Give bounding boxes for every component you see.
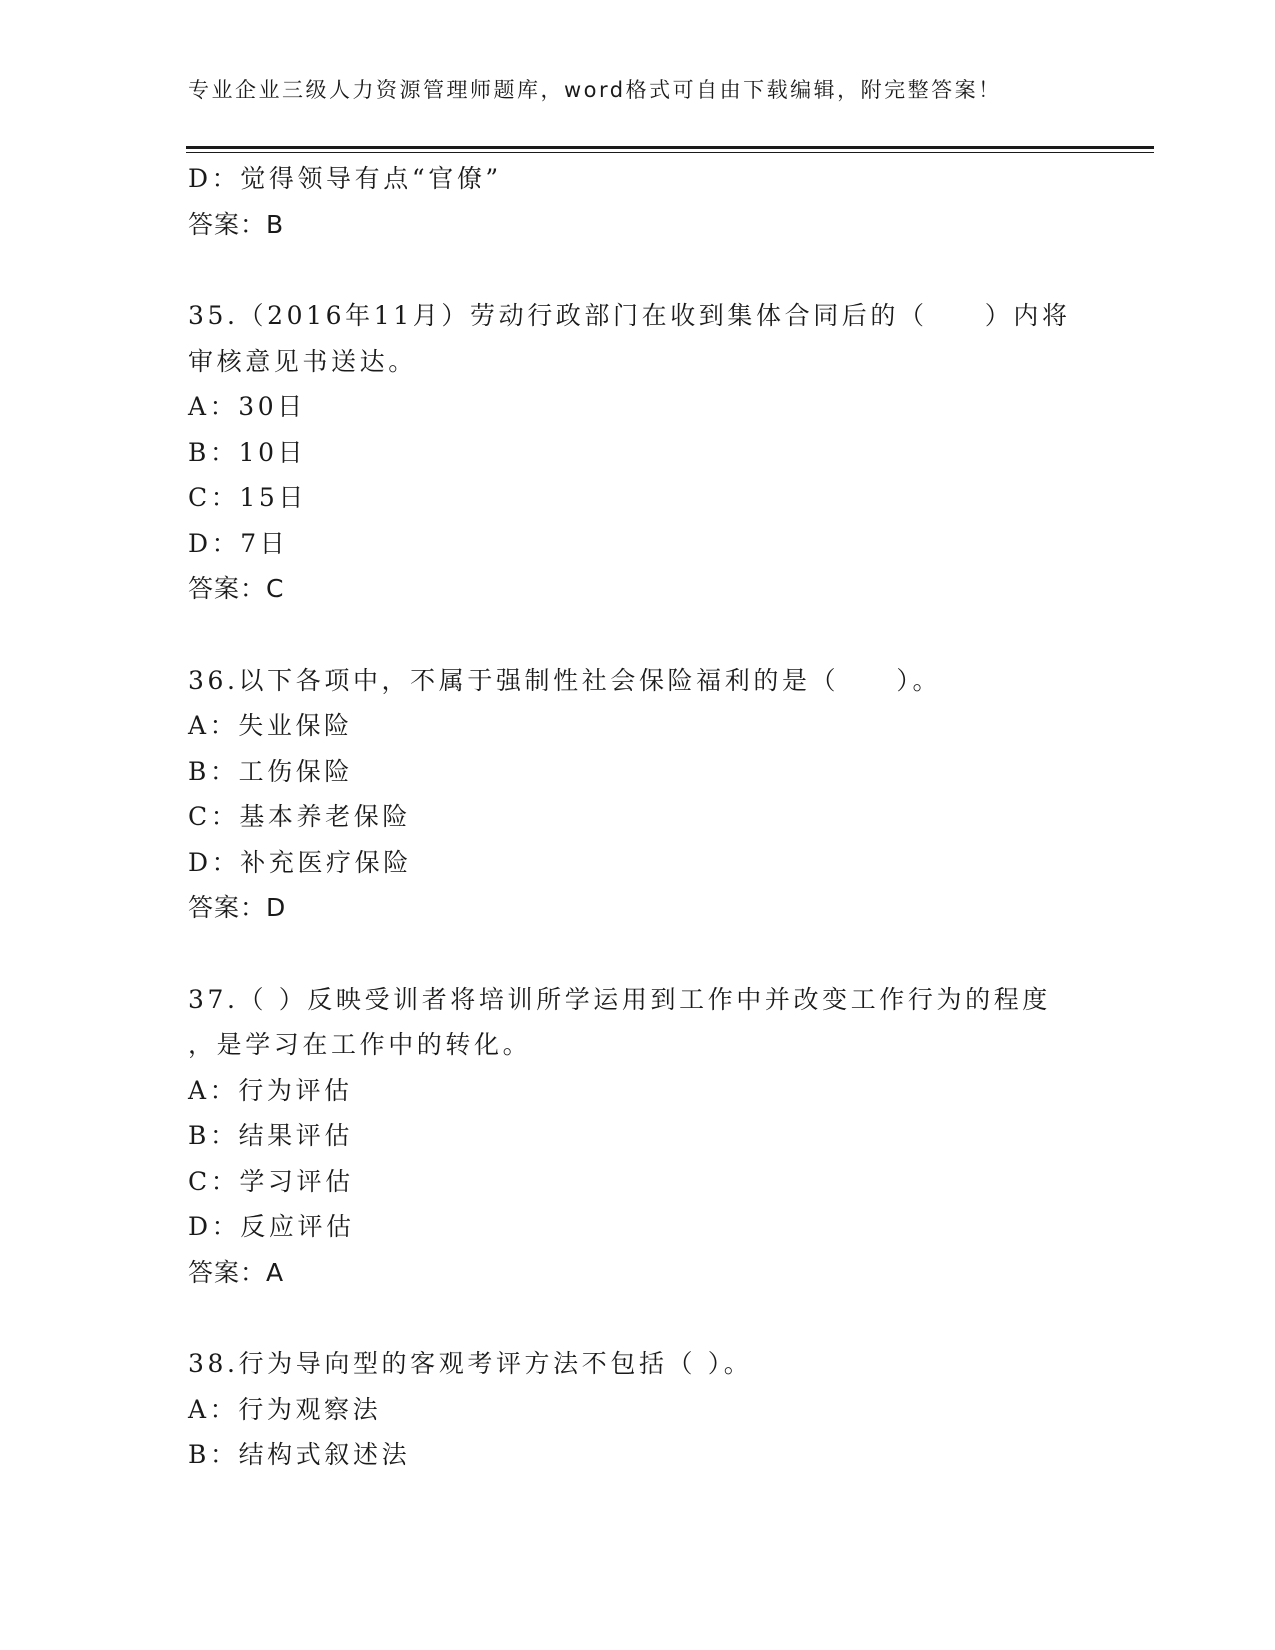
answer-line: 答案：A	[188, 1257, 285, 1287]
question-37-line-1: 37.（ ）反映受训者将培训所学运用到工作中并改变工作行为的程度	[188, 984, 1051, 1014]
option-line: A：失业保险	[188, 711, 353, 740]
option-line: B：10日	[188, 437, 307, 467]
answer-line: 答案：D	[188, 893, 287, 922]
option-line: C：15日	[188, 483, 307, 512]
question-36-line-1: 36.以下各项中，不属于强制性社会保险福利的是（ ）。	[188, 665, 942, 695]
answer-line: 答案：B	[188, 209, 285, 239]
option-line: B：结果评估	[188, 1121, 353, 1150]
option-line: D：7日	[188, 528, 289, 558]
option-line: C：基本养老保险	[188, 802, 411, 831]
question-35-line-2: 审核意见书送达。	[188, 346, 417, 376]
page-header: 专业企业三级人力资源管理师题库，word格式可自由下载编辑，附完整答案！	[188, 78, 1002, 102]
option-line: B：结构式叙述法	[188, 1440, 411, 1469]
paragraph-gap	[188, 247, 1088, 293]
paragraph-gap	[188, 612, 1088, 658]
option-line: C：学习评估	[188, 1166, 354, 1196]
option-line: A：行为评估	[188, 1075, 353, 1105]
option-line: A：行为观察法	[188, 1394, 382, 1424]
header-rule-thin	[186, 152, 1154, 153]
option-line: A：30日	[188, 392, 306, 421]
option-line: D：反应评估	[188, 1212, 355, 1241]
document-body	[188, 156, 1088, 1478]
paragraph-gap	[188, 1295, 1088, 1341]
option-line: D：觉得领导有点“官僚”	[188, 164, 502, 193]
paragraph-gap	[188, 931, 1088, 977]
question-37-line-2: ，是学习在工作中的转化。	[188, 1030, 532, 1059]
answer-line: 答案：C	[188, 574, 285, 603]
header-rule-thick	[186, 146, 1154, 149]
option-line: B：工伤保险	[188, 756, 353, 786]
question-35-line-1: 35.（2016年11月）劳动行政部门在收到集体合同后的（ ）内将	[188, 301, 1071, 330]
question-38-line-1: 38.行为导向型的客观考评方法不包括（ ）。	[188, 1349, 753, 1378]
option-line: D：补充医疗保险	[188, 847, 412, 877]
